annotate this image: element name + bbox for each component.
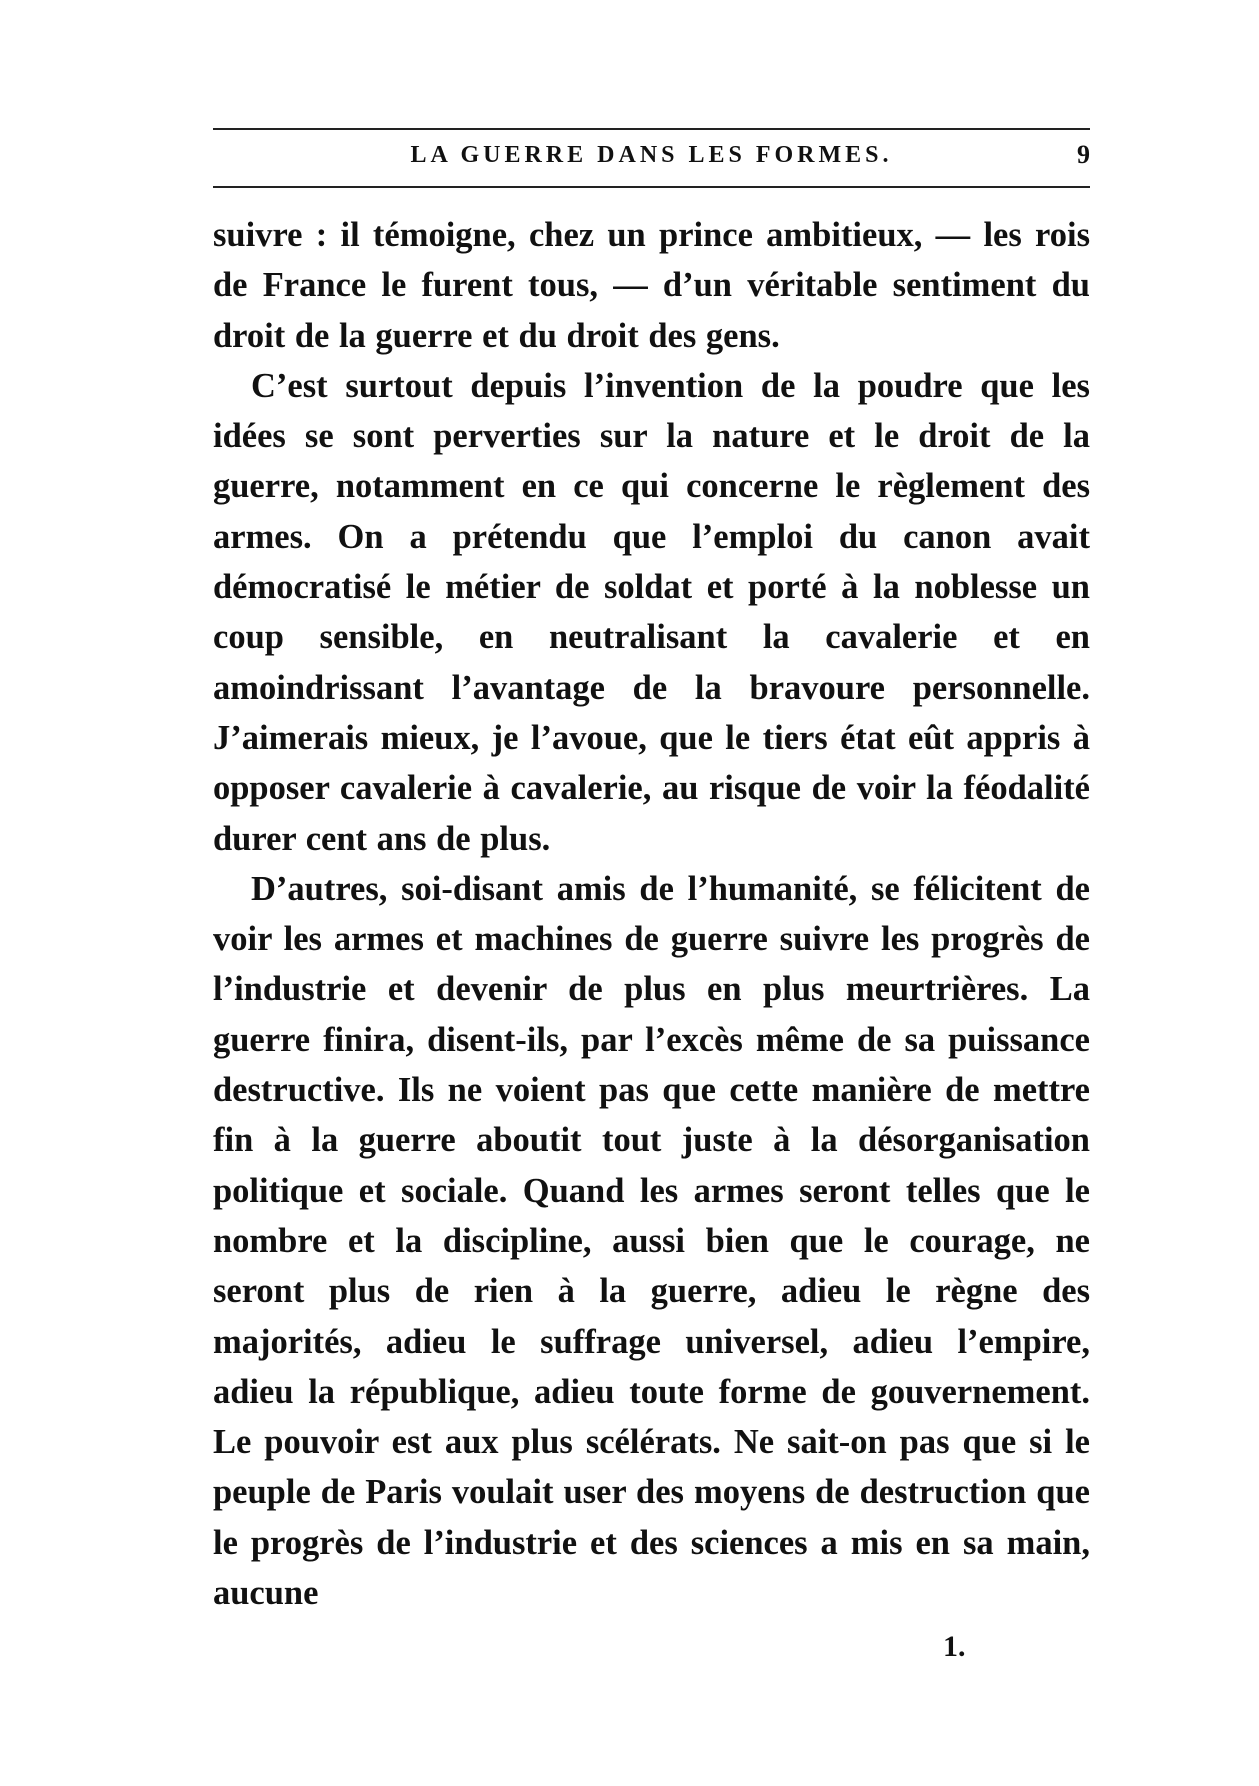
body-text [213,210,1090,1618]
running-title: LA GUERRE DANS LES FORMES. [410,142,893,168]
header-bottom-rule [213,186,1090,188]
running-head [213,136,1090,180]
paragraph-2: C’est surtout depuis l’invention de la poudre que les idées se sont perverties sur la nature et le droit de la guerre, notamment en ce qui concerne le règlement des armes. On a prétendu que l’emploi du canon avait démocratisé le métier de soldat et porté à la noblesse un coup sensible, en neutralisant la cavalerie et en amoindrissant l’avantage de la bravoure personnelle. J’aimerais mieux, je l’avoue, que le tiers état eût appris à opposer cavalerie à cavalerie, au risque de voir la féodalité durer cent ans de plus. [213,366,1090,858]
paragraph-3: D’autres, soi-disant amis de l’humanité, se félicitent de voir les armes et machines de guerre suivre les progrès de l’industrie et devenir de plus en plus meurtrières. La guerre finira, disent-ils, par l’excès même de sa puissance destructive. Ils ne voient pas que cette manière de mettre fin à la guerre aboutit tout juste à la désorganisation politique et sociale. Quand les armes seront telles que le nombre et la discipline, aussi bien que le courage, ne seront plus de rien à la guerre, adieu le règne des majorités, adieu le suffrage universel, adieu l’empire, adieu la république, adieu toute forme de gouvernement. Le pouvoir est aux plus scélérats. Ne sait-on pas que si le peuple de Paris voulait user des moyens de destruction que le progrès de l’industrie et des sciences a mis en sa main, aucune [213,869,1090,1613]
signature-mark: 1. [943,1630,966,1663]
header-top-rule [213,128,1090,130]
page-number: 9 [1077,140,1090,169]
paragraph-1: suivre : il témoigne, chez un prince ambitieux, — les rois de France le furent tous, — d’un véritable sentiment du droit de la guerre et du droit des gens. [213,216,1090,355]
